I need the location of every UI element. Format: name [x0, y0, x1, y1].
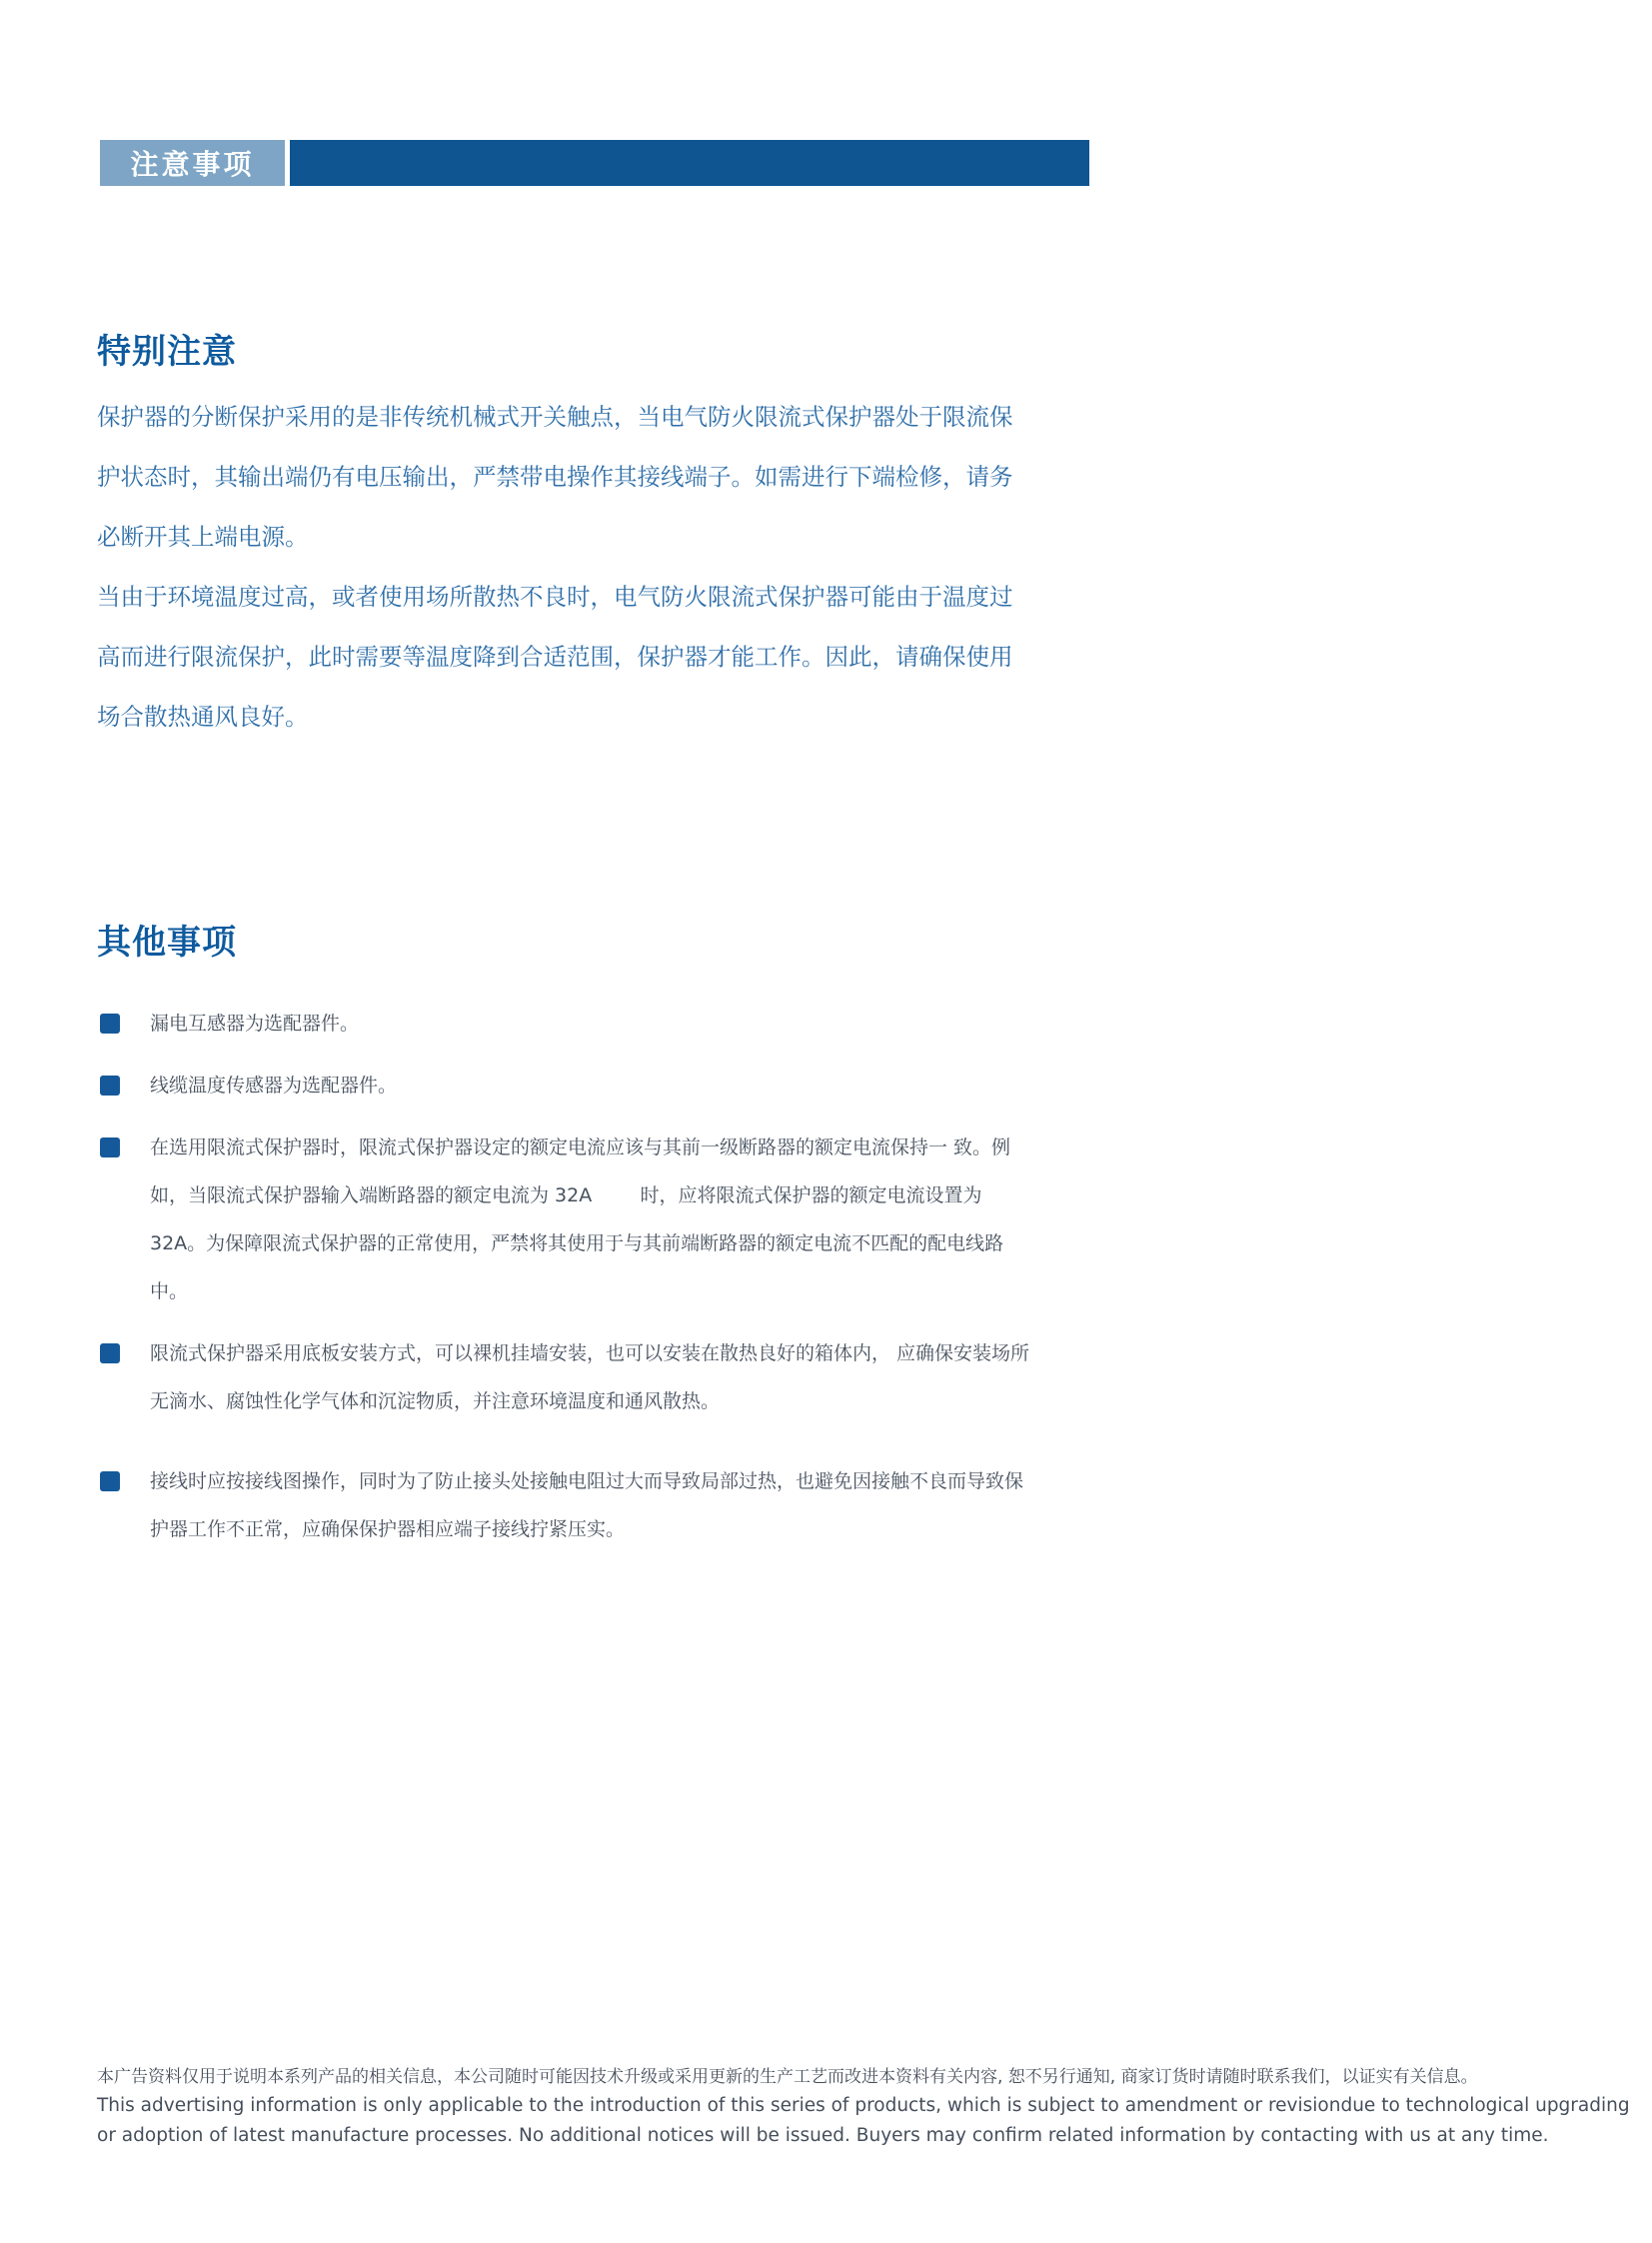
section-other-notes — [97, 915, 1031, 1567]
other-notes-heading: 其他事项 — [97, 923, 237, 963]
banner-label — [100, 140, 285, 186]
banner-bar — [290, 140, 1089, 186]
list-item-text: 漏电互感器为选配器件。 — [150, 1013, 360, 1035]
bullet-square-icon — [100, 1014, 120, 1034]
banner-title: 注意事项 — [130, 148, 255, 181]
special-attention-paragraph-1: 保护器的分断保护采用的是非传统机械式开关触点，当电气防火限流式保护器处于限流保护状态时，其输出端仍有电压输出，严禁带电操作其接线端子。如需进行下端检修，请务必断开其上端电源。 — [97, 403, 1013, 551]
list-item-text: 在选用限流式保护器时，限流式保护器设定的额定电流应该与其前一级断路器的额定电流保持一 致。例如，当限流式保护器输入端断路器的额定电流为 32A 时，应将限流式保护器的额定电流设置为 32A。为保障限流式保护器的正常使用，严禁将其使用于与其前端断路器的额定电流不匹配的配电线路中。 — [150, 1136, 1011, 1302]
list-item — [97, 1457, 1031, 1553]
list-item — [97, 1062, 1031, 1110]
bullet-square-icon — [100, 1471, 120, 1491]
list-item — [97, 1123, 1031, 1315]
list-item-text: 线缆温度传感器为选配器件。 — [150, 1075, 398, 1097]
bullet-square-icon — [100, 1343, 120, 1363]
list-item-text: 接线时应按接线图操作，同时为了防止接头处接触电阻过大而导致局部过热，也避免因接触不良而导致保护器工作不正常，应确保保护器相应端子接线拧紧压实。 — [150, 1470, 1024, 1540]
list-item-text: 限流式保护器采用底板安装方式，可以裸机挂墙安装，也可以安装在散热良好的箱体内， 应确保安装场所无滴水、腐蚀性化学气体和沉淀物质，并注意环境温度和通风散热。 — [150, 1342, 1030, 1412]
footer-disclaimer-zh: 本广告资料仅用于说明本系列产品的相关信息，本公司随时可能因技术升级或采用更新的生产工艺而改进本资料有关内容, 恕不另行通知, 商家订货时请随时联系我们，以证实有关信息。 — [97, 2067, 1478, 2087]
notice-banner — [100, 140, 1089, 186]
footer-disclaimer-en-line2: or adoption of latest manufacture processes. No additional notices will be issued. Buyers may confirm related information by contacting with us at any time. — [97, 2125, 1549, 2146]
special-attention-heading: 特别注意 — [97, 332, 237, 372]
bullet-square-icon — [100, 1137, 120, 1157]
list-item — [97, 1000, 1031, 1048]
list-item — [97, 1329, 1031, 1425]
footer-disclaimer-en-line1: This advertising information is only applicable to the introduction of this series of products, which is subject to amendment or revisiondue to technological upgrading — [97, 2095, 1630, 2116]
other-notes-list — [97, 1000, 1031, 1553]
section-special-attention — [97, 324, 1024, 747]
bullet-square-icon — [100, 1076, 120, 1096]
special-attention-paragraph-2: 当由于环境温度过高，或者使用场所散热不良时，电气防火限流式保护器可能由于温度过高而进行限流保护，此时需要等温度降到合适范围，保护器才能工作。因此，请确保使用场合散热通风良好。 — [97, 583, 1013, 731]
footer-disclaimer — [97, 2063, 1630, 2151]
